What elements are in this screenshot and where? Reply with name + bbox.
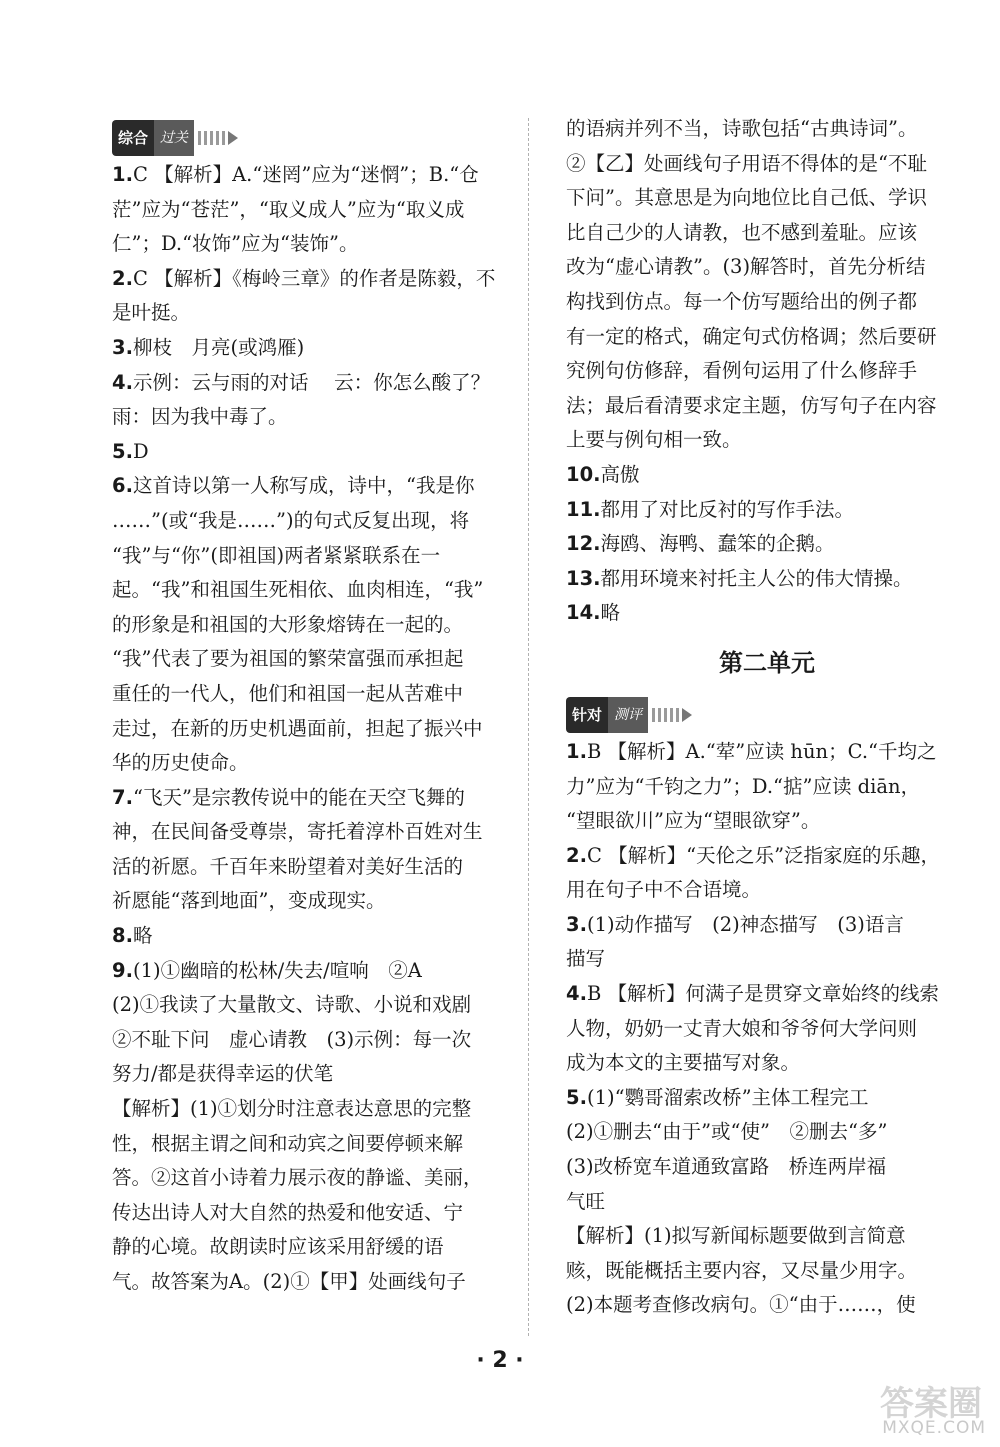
answer-text: 茫”应为“苍茫”，“取义成人”应为“取义成: [112, 197, 465, 221]
answer-line: [566, 320, 968, 355]
left-column: [112, 112, 512, 1300]
answer-line: [566, 147, 968, 182]
answer-line: [112, 815, 512, 850]
answer-line: [566, 389, 968, 424]
answer-line: [112, 573, 512, 608]
answer-line: [566, 112, 968, 147]
answer-text: 示例：云与雨的对话 云：你怎么酸了？: [132, 370, 491, 394]
answer-text: 用在句子中不合语境。: [566, 878, 762, 902]
answer-text: 气。故答案为A。(2)①【甲】处画线句子: [112, 1270, 466, 1293]
banner-stripes: [652, 708, 682, 722]
answer-text: (2)①删去“由于”或“使” ②删去“多”: [566, 1120, 888, 1144]
answer-line: [112, 1265, 512, 1300]
answer-text: C 【解析】“天伦之乐”泛指家庭的乐趣，: [586, 843, 941, 867]
answer-text: 都用环境来衬托主人公的伟大情操。: [600, 566, 913, 590]
answer-text: 赅，既能概括主要内容，又尽量少用字。: [566, 1258, 918, 1282]
answer-text: 有一定的格式，确定句式仿格调；然后要研: [566, 324, 937, 348]
question-number: 12.: [566, 532, 601, 556]
answer-line: [566, 770, 968, 805]
question-number: 11.: [566, 497, 601, 521]
page-number: · 2 ·: [476, 1348, 524, 1373]
answer-line: [566, 354, 968, 389]
answer-line: [112, 1057, 512, 1092]
answer-text: 祈愿能“落到地面”，变成现实。: [112, 889, 386, 913]
answer-text: 华的历史使命。: [112, 751, 249, 775]
answer-text: ……”(或“我是……”)的句式反复出现，将: [112, 508, 470, 532]
question-number: 2.: [566, 843, 587, 867]
answer-text: “我”代表了要为祖国的繁荣富强而承担起: [112, 647, 464, 671]
answer-line: [566, 1150, 968, 1185]
answer-text: “我”与“你”(即祖国)两者紧紧联系在一: [112, 543, 441, 567]
answer-line: [566, 1288, 968, 1323]
watermark-logo: 答案圈: [880, 1384, 982, 1424]
question-number: 4.: [566, 982, 587, 1006]
answer-text: 答。②这首小诗着力展示夜的静谧、美丽，: [112, 1166, 483, 1190]
answer-text: B 【解析】何满子是贯穿文章始终的线索: [586, 982, 940, 1006]
answer-text: 柳枝 月亮(或鸿雁): [132, 335, 305, 359]
answer-text: 高傲: [600, 462, 640, 486]
answer-line: [112, 1092, 512, 1127]
answer-line: [112, 435, 512, 470]
answer-line: [112, 850, 512, 885]
answer-line: [112, 1196, 512, 1231]
answer-line: [566, 423, 968, 458]
banner-label-2: 测评: [608, 697, 648, 734]
right-answer-list-top: [566, 112, 968, 631]
answer-text: (1)“鹦哥溜索改桥”主体工程完工: [586, 1085, 869, 1109]
answer-text: 略: [600, 601, 621, 625]
question-number: 1.: [566, 739, 587, 763]
answer-text: 仁”；D.“妆饰”应为“装饰”。: [112, 232, 359, 256]
answer-line: [566, 1254, 968, 1289]
answer-line: [112, 781, 512, 816]
question-number: 4.: [112, 370, 133, 394]
answer-text: D: [132, 439, 149, 463]
answer-text: 的语病并列不当，诗歌包括“古典诗词”。: [566, 117, 918, 140]
answer-text: 究例句仿修辞，看例句运用了什么修辞手: [566, 359, 918, 383]
answer-line: [566, 285, 968, 320]
question-number: 8.: [112, 924, 133, 948]
answer-line: [112, 712, 512, 747]
answer-text: 略: [132, 924, 153, 948]
answer-line: [112, 746, 512, 781]
answer-line: [566, 804, 968, 839]
answer-text: 神，在民间备受尊崇，寄托着淳朴百姓对生: [112, 820, 483, 844]
answer-text: 是叶挺。: [112, 301, 191, 325]
question-number: 3.: [112, 335, 133, 359]
answer-line: [112, 262, 512, 297]
answer-line: [566, 527, 968, 562]
banner-arrow-icon: [682, 708, 692, 722]
answer-line: [566, 1115, 968, 1150]
answer-text: 【解析】(1)①划分时注意表达意思的完整: [112, 1097, 472, 1121]
answer-text: 成为本文的主要描写对象。: [566, 1051, 801, 1075]
section-banner-zonghe: [112, 126, 238, 150]
answer-line: [566, 181, 968, 216]
banner-label-2: 过关: [154, 120, 194, 157]
answer-text: 雨：因为我中毒了。: [112, 405, 288, 429]
answer-line: [112, 158, 512, 193]
answer-text: 的形象是和祖国的大形象熔铸在一起的。: [112, 612, 464, 636]
answer-text: 气旺: [566, 1189, 606, 1213]
answer-text: (3)改桥宽车道通致富路 桥连两岸福: [566, 1155, 887, 1179]
answer-line: [566, 873, 968, 908]
question-number: 14.: [566, 601, 601, 625]
answer-line: [566, 1219, 968, 1254]
answer-text: 性，根据主谓之间和动宾之间要停顿来解: [112, 1131, 464, 1155]
answer-line: [112, 400, 512, 435]
answer-text: 【解析】(1)拟写新闻标题要做到言简意: [566, 1224, 906, 1248]
answer-line: [112, 677, 512, 712]
answer-line: [112, 539, 512, 574]
answer-line: [112, 366, 512, 401]
answer-text: 努力/都是获得幸运的伏笔: [112, 1062, 334, 1086]
question-number: 9.: [112, 958, 133, 982]
answer-text: “望眼欲川”应为“望眼欲穿”。: [566, 809, 821, 833]
answer-text: (2)①我读了大量散文、诗歌、小说和戏剧: [112, 993, 472, 1017]
answer-line: [112, 1023, 512, 1058]
answer-line: [112, 504, 512, 539]
answer-text: 走过，在新的历史机遇面前，担起了振兴中: [112, 716, 483, 740]
answer-text: 人物，奶奶一丈青大娘和爷爷何大学问则: [566, 1016, 918, 1040]
answer-line: [112, 227, 512, 262]
answer-line: [566, 942, 968, 977]
answer-line: [112, 954, 512, 989]
answer-line: [566, 908, 968, 943]
answer-line: [112, 331, 512, 366]
answer-line: [566, 735, 968, 770]
answer-text: 传达出诗人对大自然的热爱和他安适、宁: [112, 1200, 464, 1224]
answer-line: [112, 193, 512, 228]
answer-text: (2)本题考查修改病句。①“由于……，使: [566, 1293, 916, 1317]
watermark-site: MXQE.COM: [882, 1418, 986, 1438]
banner-label-1: 综合: [112, 120, 154, 157]
answer-line: [112, 988, 512, 1023]
answer-text: 起。“我”和祖国生死相依、血肉相连，“我”: [112, 578, 484, 602]
answer-text: 活的祈愿。千百年来盼望着对美好生活的: [112, 854, 464, 878]
answer-text: 下问”。其意思是为向地位比自己低、学识: [566, 186, 927, 210]
answer-text: C 【解析】《梅岭三章》的作者是陈毅，不: [132, 266, 496, 290]
question-number: 6.: [112, 474, 133, 498]
answer-line: [566, 216, 968, 251]
right-answer-list-bottom: [566, 735, 968, 1323]
answer-line: [566, 977, 968, 1012]
answer-text: 描写: [566, 947, 606, 971]
column-divider: [528, 118, 529, 1336]
answer-text: C 【解析】A.“迷罔”应为“迷惘”；B.“仓: [132, 163, 479, 186]
answer-line: [566, 562, 968, 597]
answer-text: 重任的一代人，他们和祖国一起从苦难中: [112, 681, 464, 705]
answer-text: 海鸥、海鸭、蠢笨的企鹅。: [600, 532, 835, 556]
answer-line: [112, 1127, 512, 1162]
banner-arrow-icon: [228, 131, 238, 145]
answer-line: [566, 596, 968, 631]
answer-line: [112, 469, 512, 504]
question-number: 2.: [112, 266, 133, 290]
answer-text: ②不耻下问 虚心请教 (3)示例：每一次: [112, 1027, 472, 1051]
answer-line: [112, 642, 512, 677]
banner-label-1: 针对: [566, 697, 608, 734]
answer-line: [112, 1230, 512, 1265]
question-number: 5.: [566, 1085, 587, 1109]
answer-line: [112, 884, 512, 919]
answer-text: (1)①幽暗的松林/失去/喧响 ②A: [132, 958, 422, 982]
right-column: [566, 112, 968, 1323]
answer-line: [112, 1161, 512, 1196]
answer-text: (1)动作描写 (2)神态描写 (3)语言: [586, 912, 904, 936]
answer-line: [566, 839, 968, 874]
answer-text: 改为“虚心请教”。(3)解答时，首先分析结: [566, 255, 926, 279]
section-banner-zhendui: [566, 703, 692, 727]
answer-text: B 【解析】A.“荤”应读 hūn；C.“千均之: [586, 739, 937, 763]
answer-text: 构找到仿点。每一个仿写题给出的例子都: [566, 289, 918, 313]
answer-text: ②【乙】处画线句子用语不得体的是“不耻: [566, 151, 927, 175]
question-number: 5.: [112, 439, 133, 463]
question-number: 10.: [566, 462, 601, 486]
answer-line: [566, 1185, 968, 1220]
answer-text: 法；最后看清要求定主题，仿写句子在内容: [566, 393, 937, 417]
answer-text: 比自己少的人请教，也不感到羞耻。应该: [566, 220, 918, 244]
answer-text: 静的心境。故朗读时应该采用舒缓的语: [112, 1235, 444, 1259]
answer-text: 这首诗以第一人称写成，诗中，“我是你: [132, 474, 475, 498]
answer-text: “飞天”是宗教传说中的能在天空飞舞的: [132, 785, 465, 809]
answer-text: 都用了对比反衬的写作手法。: [600, 497, 855, 521]
answer-line: [112, 608, 512, 643]
answer-line: [112, 296, 512, 331]
answer-text: 力”应为“千钧之力”；D.“掂”应读 diān，: [566, 774, 921, 798]
answer-line: [566, 493, 968, 528]
question-number: 3.: [566, 912, 587, 936]
answer-line: [566, 1012, 968, 1047]
question-number: 7.: [112, 785, 133, 809]
answer-line: [566, 1046, 968, 1081]
answer-line: [566, 458, 968, 493]
answer-text: 上要与例句相一致。: [566, 428, 742, 452]
answer-line: [566, 250, 968, 285]
left-answer-list: [112, 158, 512, 1300]
question-number: 13.: [566, 566, 601, 590]
answer-line: [112, 919, 512, 954]
question-number: 1.: [112, 163, 133, 186]
unit-title: 第二单元: [719, 647, 815, 677]
banner-stripes: [198, 131, 228, 145]
answer-line: [566, 1081, 968, 1116]
